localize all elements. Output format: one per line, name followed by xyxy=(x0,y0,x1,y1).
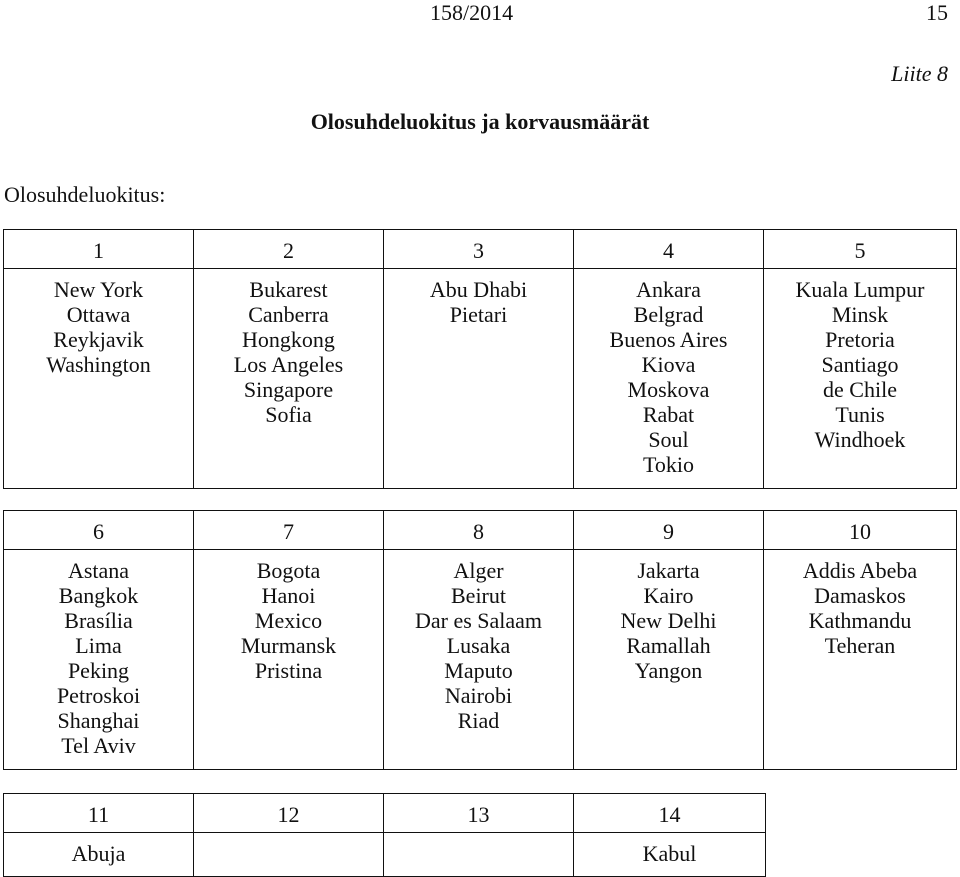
city-name: Lima xyxy=(75,633,122,658)
city-list xyxy=(194,833,384,877)
city-name: Jakarta xyxy=(637,558,700,583)
table-header-row xyxy=(4,511,957,550)
city-name: Santiago xyxy=(821,352,899,377)
class-number: 3 xyxy=(384,230,574,269)
city-name: Mexico xyxy=(254,608,323,633)
city-list xyxy=(194,550,384,770)
city-name: Shanghai xyxy=(57,708,140,733)
class-number: 7 xyxy=(194,511,384,550)
city-name: Yangon xyxy=(634,658,703,683)
city-name: de Chile xyxy=(823,377,897,402)
condition-class-table-1 xyxy=(3,229,957,489)
document-reference: 158/2014 xyxy=(430,0,514,25)
city-name: Kuala Lumpur xyxy=(795,277,925,302)
city-name: Pretoria xyxy=(825,327,895,352)
city-name: Kiova xyxy=(641,352,696,377)
city-name: Peking xyxy=(67,658,130,683)
city-name: Beirut xyxy=(451,583,506,608)
city-name: Riad xyxy=(457,708,500,733)
city-name: Buenos Aires xyxy=(609,327,728,352)
city-name: Washington xyxy=(46,352,151,377)
city-list xyxy=(4,550,194,770)
class-number: 9 xyxy=(574,511,764,550)
city-name: Rabat xyxy=(642,402,695,427)
city-name: Dar es Salaam xyxy=(414,608,543,633)
city-name: Astana xyxy=(67,558,130,583)
city-name: Windhoek xyxy=(814,427,906,452)
city-name: Hanoi xyxy=(261,583,316,608)
city-name: Bukarest xyxy=(249,277,328,302)
city-list xyxy=(194,269,384,489)
city-list xyxy=(4,833,194,877)
city-name: Belgrad xyxy=(633,302,704,327)
city-list xyxy=(764,269,957,489)
city-name: Reykjavik xyxy=(53,327,144,352)
city-name: Singapore xyxy=(243,377,334,402)
condition-class-table-3 xyxy=(3,793,766,877)
city-name: Kairo xyxy=(643,583,694,608)
city-name: Petroskoi xyxy=(56,683,141,708)
city-name: Hongkong xyxy=(242,327,335,352)
city-name: New Delhi xyxy=(620,608,717,633)
table-row xyxy=(4,269,957,489)
table-header-row xyxy=(4,794,766,833)
city-name: Moskova xyxy=(627,377,710,402)
city-list xyxy=(384,269,574,489)
city-name: Nairobi xyxy=(444,683,513,708)
class-number: 8 xyxy=(384,511,574,550)
city-name: Ankara xyxy=(636,277,701,302)
city-name: Bangkok xyxy=(58,583,139,608)
city-list xyxy=(384,833,574,877)
class-number: 10 xyxy=(764,511,957,550)
class-number: 13 xyxy=(384,794,574,833)
city-list xyxy=(384,550,574,770)
city-name: Sofia xyxy=(265,402,312,427)
city-name: Pristina xyxy=(254,658,323,683)
city-list xyxy=(4,269,194,489)
class-number: 5 xyxy=(764,230,957,269)
city-name: Pietari xyxy=(449,302,508,327)
section-subtitle: Olosuhdeluokitus: xyxy=(4,182,166,207)
city-name: Maputo xyxy=(444,658,513,683)
city-name: Tel Aviv xyxy=(61,733,136,758)
class-number: 12 xyxy=(194,794,384,833)
city-list xyxy=(764,550,957,770)
condition-class-table-2 xyxy=(3,510,957,770)
city-name: Lusaka xyxy=(446,633,511,658)
city-name: Ramallah xyxy=(626,633,711,658)
city-list xyxy=(574,833,766,877)
city-list xyxy=(574,550,764,770)
city-name: Ottawa xyxy=(66,302,131,327)
city-name: Kabul xyxy=(642,841,697,866)
page-number: 15 xyxy=(926,0,948,25)
city-name: Brasília xyxy=(64,608,133,633)
page-title: Olosuhdeluokitus ja korvausmäärät xyxy=(310,109,650,134)
annex-label: Liite 8 xyxy=(891,61,948,86)
city-name: Damaskos xyxy=(814,583,906,608)
city-name: Abuja xyxy=(71,841,126,866)
table-row xyxy=(4,550,957,770)
city-list xyxy=(574,269,764,489)
class-number: 14 xyxy=(574,794,766,833)
class-number: 11 xyxy=(4,794,194,833)
class-number: 1 xyxy=(4,230,194,269)
city-name: Canberra xyxy=(248,302,329,327)
city-name: Teheran xyxy=(824,633,896,658)
city-name: Minsk xyxy=(831,302,889,327)
table-row xyxy=(4,833,766,877)
city-name: New York xyxy=(53,277,144,302)
class-number: 4 xyxy=(574,230,764,269)
city-name: Addis Abeba xyxy=(802,558,918,583)
city-name: Tokio xyxy=(642,452,694,477)
city-name: Kathmandu xyxy=(808,608,912,633)
city-name: Bogota xyxy=(256,558,321,583)
city-name: Soul xyxy=(648,427,689,452)
city-name: Tunis xyxy=(835,402,885,427)
city-name: Murmansk xyxy=(240,633,337,658)
city-name: Alger xyxy=(453,558,504,583)
class-number: 2 xyxy=(194,230,384,269)
city-name: Abu Dhabi xyxy=(429,277,528,302)
table-header-row xyxy=(4,230,957,269)
class-number: 6 xyxy=(4,511,194,550)
city-name: Los Angeles xyxy=(233,352,344,377)
